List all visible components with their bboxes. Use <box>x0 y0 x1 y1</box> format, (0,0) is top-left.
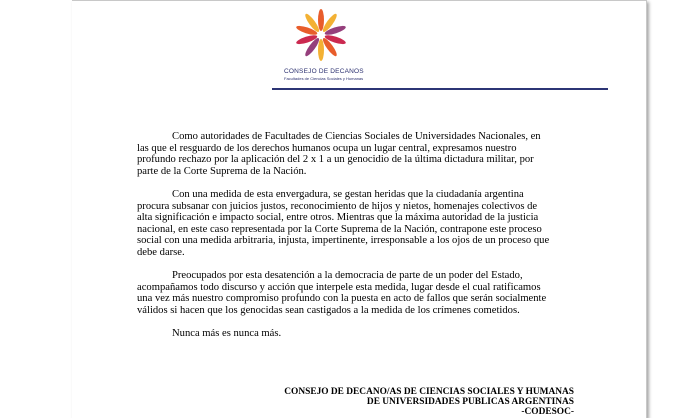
letter-body <box>137 131 552 351</box>
starburst-logo-icon <box>296 5 346 65</box>
signature-line-1: CONSEJO DE DECANO/AS DE CIENCIAS SOCIALES Y HUMANAS <box>284 387 574 397</box>
logo-title: CONSEJO DE DECANOS <box>284 68 364 75</box>
logo-subtitle: Facultades de Ciencias Sociales y Humanas <box>284 76 364 81</box>
paragraph-2: Con una medida de esta envergadura, se gestan heridas que la ciudadanía argentina procura subsanar con juicios justos, reconocimiento de hijos y nietos, homenajes colectivos de alta significación e impacto social, entre otros. Mientras que la máxima autoridad de la justicia nacional, en este caso representada por la Corte Suprema de la Nación, contrapone este proceso social con una medida arbitraria, injusta, impertinente, irresponsable a los ojos de un proceso que debe darse. <box>137 188 550 258</box>
header-divider <box>272 88 608 90</box>
signature-block <box>284 387 574 417</box>
paragraph-3: Preocupados por esta desatención a la democracia de parte de un poder del Estado, acompañamos todo discurso y acción que interpele esta medida, lugar desde el cual ratificamos una vez más nuestro compromiso profundo con la puesta en acto de fallos que serán socialmente válidos si hacen que los genocidas sean castigados a la medida de los crímenes cometidos. <box>137 270 547 316</box>
signature-line-2: DE UNIVERSIDADES PUBLICAS ARGENTINAS <box>366 397 574 407</box>
signature-line-3: -CODESOC- <box>521 407 574 417</box>
paragraph-1: Como autoridades de Facultades de Ciencias Sociales de Universidades Nacionales, en las que el resguardo de los derechos humanos ocupa un lugar central, expresamos nuestro profundo rechazo por la aplicación del 2 x 1 a un genocidio de la última dictadura militar, por parte de la Corte Suprema de la Nación. <box>137 131 541 177</box>
codesoc-logo <box>284 5 420 95</box>
document-page <box>72 0 647 418</box>
paragraph-4: Nunca más es nunca más. <box>172 328 282 340</box>
